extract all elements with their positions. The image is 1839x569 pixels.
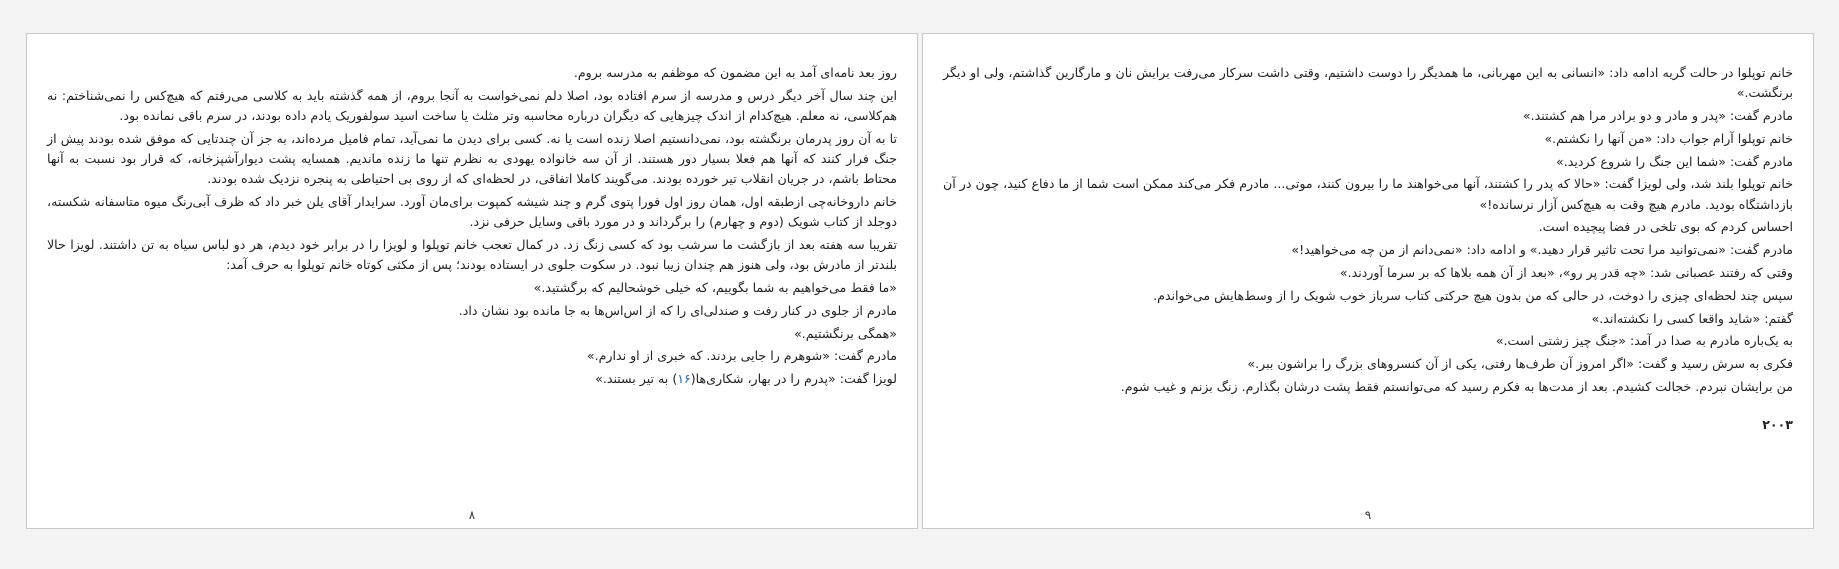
paragraph: مادرم گفت: «نمی‌توانید مرا تحت تاثیر قرار دهید.» و ادامه داد: «نمی‌دانم از من چه می‌خواهید!» <box>1291 242 1793 258</box>
paragraph-text: ) به تیر بستند.» <box>595 371 678 387</box>
paragraph: من برایشان نبردم. خجالت کشیدم. بعد از مدت‌ها به فکرم رسید که می‌توانستم فقط پشت درشان بگذارم. زنگ بزنم و غیب شوم. <box>1120 378 1793 394</box>
paragraph: احساس کردم که بوی تلخی در فضا پیچیده است. <box>1538 219 1793 235</box>
paragraph: وقتی که رفتند عصبانی شد: «چه قدر پر رو»، «بعد از آن همه بلاها که بر سرما آوردند.» <box>1339 264 1793 280</box>
left-page-body <box>47 63 897 392</box>
paragraph-with-footnote <box>47 369 897 389</box>
page-number: ٩ <box>1364 508 1372 522</box>
paragraph: این چند سال آخر دیگر درس و مدرسه از سرم افتاده بود، اصلا دلم نمی‌خواست به آنجا بروم، از همه گذشته باید به کلاسی می‌رفتم که هیچ‌کس را نمی‌شناختم: نه هم‌کلاسی، نه معلم. هیچ‌کدام از اندک چیزهایی که دیگران درباره محاسبه وتر مثلث یا ساخت اسید سولفوریک یادم داده بودند، در سرم باقی نمانده بود. <box>47 87 897 123</box>
paragraph: خانم توپلوا بلند شد، ولی لویزا گفت: «حالا که پدر را کشتند، آنها می‌خواهند ما را بیرون کنند، موتی... مادرم فکر می‌کند ممکن است شما از ما دفاع کنید، چون در آن بازداشتگاه بودید. مادرم هیچ وقت به هیچ‌کس آزار نرسانده!» <box>943 176 1793 212</box>
footnote-reference-link[interactable]: ۱۶ <box>677 371 691 387</box>
paragraph: خانم توپلوا در حالت گریه ادامه داد: «انسانی به این مهربانی، ما همدیگر را دوست داشتیم، وقتی داشت سرکار می‌رفت برایش نان و مارگارین گذاشتم، ولی او دیگر برنگشت.» <box>943 65 1793 101</box>
left-page <box>26 33 918 529</box>
paragraph: به یک‌باره مادرم به صدا در آمد: «جنگ چیز زشتی است.» <box>1495 333 1793 349</box>
right-page <box>922 33 1814 529</box>
paragraph: خانم داروخانه‌چی ازطبقه اول، همان روز اول فورا پتوی گرم و چند شیشه کمپوت برای‌مان آورد. سرایدار آقای یلن خبر داد که ظرف آبی‌رنگ میوه متاسفانه شکسته، دوجلد از کتاب شویک (دوم و چهارم) را برگرداند و در مورد باقی وسایل حرفی نزد. <box>47 194 897 230</box>
paragraph: مادرم گفت: «شما این جنگ را شروع کردید.» <box>1556 153 1793 169</box>
date-signature: ۲۰۰۳ <box>1762 417 1793 433</box>
paragraph: مادرم گفت: «پدر و مادر و دو برادر مرا هم کشتند.» <box>1522 108 1793 123</box>
paragraph: مادرم از جلوی در کنار رفت و صندلی‌ای را که از اس‌اس‌ها به جا مانده بود نشان داد. <box>458 302 897 318</box>
paragraph: گفتم: «شاید واقعا کسی را نکشته‌اند.» <box>1591 310 1793 326</box>
page-number: ٨ <box>468 508 476 522</box>
paragraph: خانم توپلوا آرام جواب داد: «من آنها را نکشتم.» <box>1544 130 1793 146</box>
right-page-body <box>943 63 1793 435</box>
paragraph: سپس چند لحظه‌ای چیزی را دوخت، در حالی که من بدون هیچ حرکتی کتاب سرباز خوب شویک را از وسط‌هایش می‌خواندم. <box>1153 287 1793 303</box>
paragraph: مادرم گفت: «شوهرم را جایی بردند. که خبری از او ندارم.» <box>586 348 897 364</box>
paragraph-text: لویزا گفت: «پدرم را در بهار، شکاری‌ها( <box>690 371 897 387</box>
paragraph: تقریبا سه هفته بعد از بازگشت ما سرشب بود که کسی زنگ زد. در کمال تعجب خانم توپلوا و لویزا را در برابر خود دیدم، هر دو لباس سیاه به تن داشتند. لویزا حالا بلندتر از مادرش بود، ولی هنوز هم چندان زیبا نبود. در سکوت جلوی در ایستاده بودند؛ پس از مکثی کوتاه خانم توپلوا به حرف آمد: <box>47 237 897 273</box>
paragraph: «همگی برنگشتیم.» <box>794 325 897 341</box>
paragraph: «ما فقط می‌خواهیم به شما بگوییم، که خیلی خوشحالیم که برگشتید.» <box>533 280 897 295</box>
paragraph: تا به آن روز پدرمان برنگشته بود، نمی‌دانستیم اصلا زنده است یا نه. کسی برای دیدن ما نمی‌آید، تمام فامیل مرده‌اند، به جز آن چندتایی که موفق شده بودند پیش از جنگ فرار کنند که آنها هم فعلا بسیار دور هستند. از آن سه خانواده یهودی به نظرم تنها ما زنده ماندیم. همسایه پشت دیوارآشپزخانه، که قرار بود نسبت به آنها محتاط باشم، در جریان انقلاب تیر خورده بودند. می‌گویند کاملا اتفاقی، در لحظه‌ای که از روی بی احتیاطی به پنجره نزدیک شده بودند. <box>47 130 897 187</box>
paragraph: روز بعد نامه‌ای آمد به این مضمون که موظفم به مدرسه بروم. <box>573 65 897 80</box>
paragraph: فکری به سرش رسید و گفت: «اگر امروز آن طرف‌ها رفتی، یکی از آن کنسروهای بزرگ را براشون ببر.» <box>1247 356 1793 372</box>
